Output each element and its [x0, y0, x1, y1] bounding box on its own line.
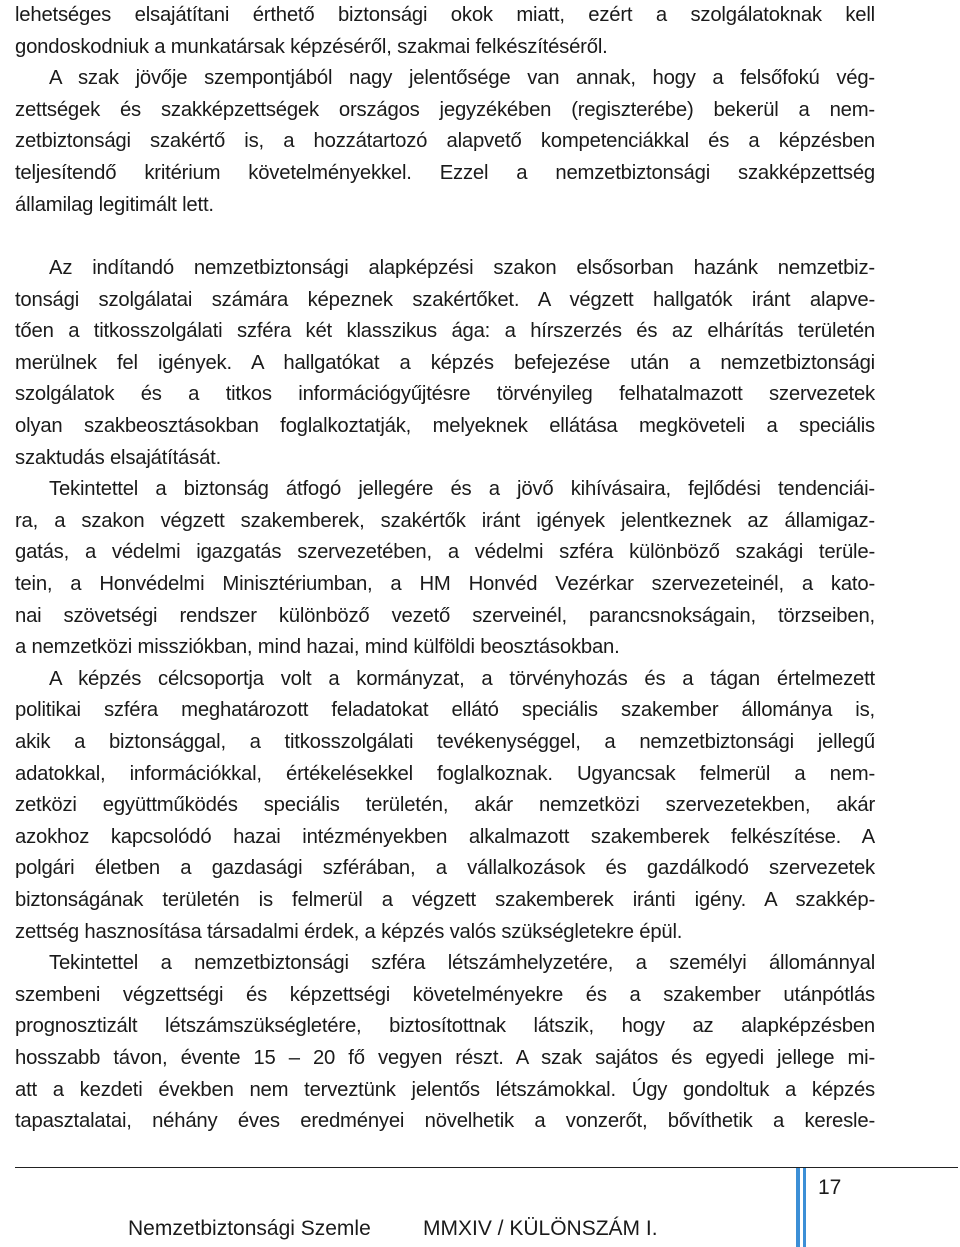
footer-journal-title: Nemzetbiztonsági Szemle: [128, 1217, 371, 1240]
text-line: szembeni végzettségi és képzettségi követelményekre és a szakember utánpótlás: [15, 983, 875, 1006]
footer-divider: [15, 1167, 958, 1168]
text-line: tonsági szolgálatai számára képeznek szakértőket. A végzett hallgatók iránt alapve-: [15, 288, 875, 311]
text-line: Tekintettel a biztonság átfogó jellegére és a jövő kihívásaira, fejlődési tendenciái-: [49, 478, 875, 501]
page-number: 17: [818, 1176, 842, 1199]
text-line: államilag legitimált lett.: [15, 193, 214, 216]
text-line: adatokkal, információkkal, értékelésekkel foglalkoznak. Ugyancsak felmerül a nem-: [15, 762, 875, 785]
text-line: att a kezdeti években nem terveztünk jelentős létszámokkal. Úgy gondoltuk a képzés: [15, 1078, 875, 1101]
text-line: biztonságának területén is felmerül a végzett szakemberek iránti igény. A szakkép-: [15, 889, 875, 911]
text-line: tein, a Honvédelmi Minisztériumban, a HM Honvéd Vezérkar szervezeteinél, a kato-: [15, 573, 875, 595]
accent-bar: [796, 1168, 800, 1247]
text-line: szaktudás elsajátítását.: [15, 446, 222, 469]
text-line: nai szövetségi rendszer különböző vezető szerveinél, parancsnokságain, törzseiben,: [15, 604, 875, 627]
text-line: zettségek és szakképzettségek országos jegyzékében (regiszterébe) bekerül a nem-: [15, 98, 875, 121]
text-line: polgári életben a gazdasági szférában, a vállalkozások és gazdálkodó szervezetek: [15, 857, 875, 880]
text-line: A képzés célcsoportja volt a kormányzat, a törvényhozás és a tágan értelmezett: [49, 667, 875, 690]
text-line: teljesítendő kritérium követelményekkel. Ezzel a nemzetbiztonsági szakképzettség: [15, 162, 875, 184]
text-line: merülnek fel igények. A hallgatókat a képzés befejezése után a nemzetbiztonsági: [15, 351, 875, 374]
text-line: szolgálatok és a titkos információgyűjtésre törvényileg felhatalmazott szervezetek: [15, 383, 875, 406]
text-line: a nemzetközi missziókban, mind hazai, mind külföldi beosztásokban.: [15, 636, 620, 659]
text-line: Az indítandó nemzetbiztonsági alapképzési szakon elsősorban hazánk nemzetbiz-: [49, 257, 875, 279]
text-line: gondoskodniuk a munkatársak képzéséről, szakmai felkészítéséről.: [15, 35, 608, 58]
footer-accent-bars: [796, 1168, 810, 1247]
text-line: hosszabb távon, évente 15 – 20 fő vegyen részt. A szak sajátos és egyedi jellege mi-: [15, 1047, 875, 1069]
footer-issue-label: MMXIV / KÜLÖNSZÁM I.: [423, 1217, 658, 1240]
text-line: akik a biztonsággal, a titkosszolgálati tevékenységgel, a nemzetbiztonsági jellegű: [15, 731, 875, 753]
text-line: tapasztalatai, néhány éves eredményei növelhetik a vonzerőt, bővíthetik a keresle-: [15, 1110, 875, 1133]
text-line: zetközi együttműködés speciális területén, akár nemzetközi szervezetekben, akár: [15, 794, 875, 817]
text-line: A szak jövője szempontjából nagy jelentősége van annak, hogy a felsőfokú vég-: [49, 67, 875, 90]
text-line: olyan szakbeosztásokban foglalkoztatják, melyeknek ellátása megköveteli a speciális: [15, 415, 875, 437]
text-line: zetbiztonsági szakértő is, a hozzátartozó alapvető kompetenciákkal és a képzésben: [15, 130, 875, 153]
text-line: prognosztizált létszámszükségletére, biztosítottnak látszik, hogy az alapképzésben: [15, 1015, 875, 1038]
text-line: tően a titkosszolgálati szféra két klasszikus ága: a hírszerzés és az elhárítás területén: [15, 320, 875, 343]
text-line: Tekintettel a nemzetbiztonsági szféra létszámhelyzetére, a személyi állománnyal: [49, 952, 875, 975]
text-line: politikai szféra meghatározott feladatokat ellátó speciális szakember állománya is,: [15, 699, 875, 722]
text-line: azokhoz kapcsolódó hazai intézményekben alkalmazott szakemberek felkészítése. A: [15, 825, 875, 848]
text-line: ra, a szakon végzett szakemberek, szakértők iránt igények jelentkeznek az államigaz-: [15, 509, 875, 532]
text-line: lehetséges elsajátítani érthető biztonsági okok miatt, ezért a szolgálatoknak kell: [15, 4, 875, 26]
accent-bar: [803, 1168, 806, 1247]
text-line: gatás, a védelmi igazgatás szervezetében, a védelmi szféra különböző szakági terüle-: [15, 541, 875, 564]
text-line: zettség hasznosítása társadalmi érdek, a képzés valós szükségletekre épül.: [15, 920, 683, 943]
